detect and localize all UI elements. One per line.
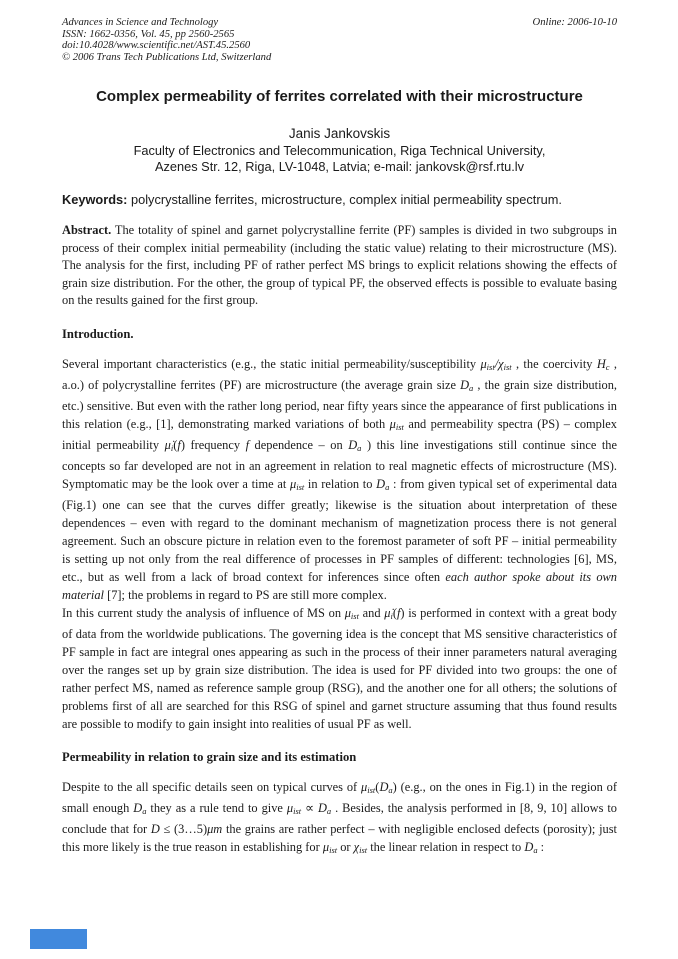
online-date: Online: 2006-10-10 [532,17,617,28]
abstract-paragraph [62,222,617,310]
publication-info [62,17,271,63]
page-header [62,17,617,63]
issn-volume-line: ISSN: 1662-0356, Vol. 45, pp 2560-2565 [62,28,235,40]
affiliation-line-1: Faculty of Electronics and Telecommunication, Riga Technical University, [133,143,546,159]
permeability-paragraph-1: Despite to the all specific details seen on typical curves of μist(Da) (e.g., on the ones in Fig.1) in the region of small enough Da they as a rule tend to give μist ∝ Da . Besides, the analysis performed in [8, 9, 10] allows to conclude that for D ≤ (3…5)μm the grains are rather perfect – with negligible enclosed defects (porosity); just this more likely is the true reason in establishing for μist or χist the linear relation in respect to Da : [62,779,617,855]
link-annotation-box[interactable] [30,929,87,949]
author-name: Janis Jankovskis [288,126,391,142]
affiliation-line-2: Azenes Str. 12, Riga, LV-1048, Latvia; e-mail: jankovsk@rsf.rtu.lv [154,158,525,174]
author-affiliation [62,143,617,174]
keywords-line [62,192,617,207]
doi-line: doi:10.4028/www.scientific.net/AST.45.2560 [62,40,251,52]
keywords-text: polycrystalline ferrites, microstructure, complex initial permeability spectrum. [127,192,562,208]
abstract-label: Abstract. [62,223,112,238]
abstract-text: The totality of spinel and garnet polycrystalline ferrite (PF) samples is divided in two subgroups in process of their complex initial permeability (including the static value) relating to their microstructure (MS). The analysis for the first, including PF of rather perfect MS brings to explicit relations showing the effects of grain size distribution. For the other, the group of typical PF, the observed effects is possible to evaluate basing on the results gained for the first group. [62,223,617,308]
paper-title: Complex permeability of ferrites correlated with their microstructure [96,88,583,106]
intro-paragraph-2: In this current study the analysis of influence of MS on μist and μ̇i(f) is performed in context with a great body of data from the worldwide publications. The governing idea is the concept that MS sensitive characteristics of PF sample in fact are integral ones appearing as such in the process of their inner parameters natural averaging over the ranges set up by grain size distribution. The idea is used for PF divided into two groups: the one of rather perfect MS, named as reference sample group (RSG), and the another one for all others; the solutions of problems first of all are searched for this RSG of spinel and garnet structure assuming that thus found results are possible to modify to gain insight into realities of usual PF as well. [62,605,617,731]
copyright-line: © 2006 Trans Tech Publications Ltd, Switzerland [62,51,272,63]
intro-paragraph-1: Several important characteristics (e.g., the static initial permeability/susceptibility μist/χist , the coercivity Hc , a.o.) of polycrystalline ferrites (PF) are microstructure (the average grain size Da , the grain size distribution, etc.) sensitive. But even with the rather long period, near fifty years since the appearance of first publications in this relation (e.g., [1], demonstrating marked variations of both μist and permeability spectra (PS) – complex initial permeability μ̇i(f) frequency f dependence – on Da ) this line investigations still continue since the concepts so far developed are not in an agreement in relation to real magnetic effects of microstructure (MS). Symptomatic may be the look over a time at μist in relation to Da : from given typical set of experimental data (Fig.1) one can see that the curves differ greatly; likewise is the situation about interpretation of these dependences – even with regard to the dominant mechanism of magnetization process there is not general agreement. Such an obscure picture in relation even to the foremost parameter of soft PF – initial permeability is setting up not only from the real difference of processes in PF samples of different: technologies [6], MS, etc., but as well from a lack of broad context for inferences since often each author spoke about its own material [7]; the problems in regard to PS are still more complex. [62,356,618,602]
journal-title: Advances in Science and Technology [62,17,219,28]
keywords-label: Keywords: [62,192,128,208]
section-heading-introduction: Introduction. [62,326,134,341]
section-heading-permeability: Permeability in relation to grain size and its estimation [62,749,357,764]
